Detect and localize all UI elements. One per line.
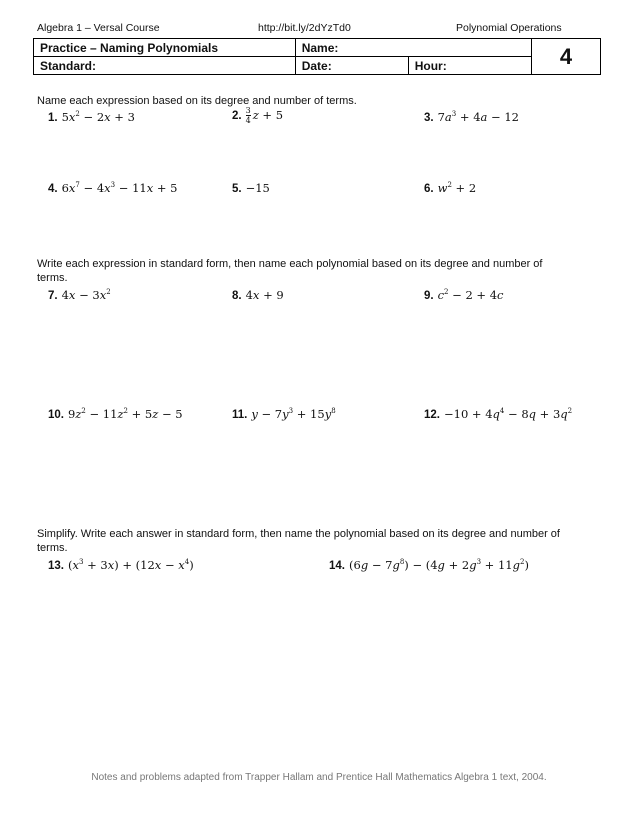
section2-instruction-line2: terms. bbox=[37, 272, 68, 284]
hour-field: Hour: bbox=[408, 57, 531, 75]
problem-13: 13. $(x^3 + 3x) + (12x - x^4)$ bbox=[48, 558, 194, 572]
name-field: Name: bbox=[295, 39, 531, 57]
course-label: Algebra 1 – Versal Course bbox=[37, 22, 160, 34]
footer-note: Notes and problems adapted from Trapper Hallam and Prentice Hall Mathematics Algebra 1 text, 2004. bbox=[91, 772, 547, 783]
worksheet-number: 4 bbox=[532, 39, 601, 75]
problem-12: 12. $-10 + 4q^4 - 8q + 3q^2$ bbox=[424, 407, 573, 421]
problem-5: 5. −15 bbox=[232, 181, 270, 195]
problem-10: 10. $9z^2 - 11z^2 + 5z - 5$ bbox=[48, 407, 183, 421]
worksheet-title: Practice – Naming Polynomials bbox=[34, 39, 296, 57]
problem-11: 11. $y - 7y^3 + 15y^8$ bbox=[232, 407, 336, 421]
problem-7: 7. $4x - 3x^2$ bbox=[48, 288, 111, 302]
problem-2: 2. $\frac{3}{4}$ z + 5 bbox=[232, 106, 284, 125]
problem-14: 14. $(6g - 7g^8) - (4g + 2g^3 + 11g^2)$ bbox=[329, 558, 529, 572]
problem-1: 1. $5x^2 - 2x + 3$ bbox=[48, 110, 135, 124]
problem-9: 9. $c^2 - 2 + 4c$ bbox=[424, 288, 504, 302]
section2-instruction-line1: Write each expression in standard form, then name each polynomial based on its degree and number of bbox=[37, 258, 543, 270]
problem-4: 4. $6x^7 - 4x^3 - 11x + 5$ bbox=[48, 181, 178, 195]
date-field: Date: bbox=[295, 57, 408, 75]
problem-6: 6. $w^2 + 2$ bbox=[424, 181, 477, 195]
problem-3: 3. $7a^3 + 4a - 12$ bbox=[424, 110, 519, 124]
topic-label: Polynomial Operations bbox=[456, 22, 562, 34]
standard-field: Standard: bbox=[34, 57, 296, 75]
problem-8: 8. 4x + 9 bbox=[232, 288, 284, 302]
section3-instruction-line2: terms. bbox=[37, 542, 68, 554]
url-label: http://bit.ly/2dYzTd0 bbox=[258, 22, 351, 34]
title-box bbox=[33, 38, 601, 75]
section3-instruction-line1: Simplify. Write each answer in standard form, then name the polynomial based on its degree and number of bbox=[37, 528, 560, 540]
section1-instruction: Name each expression based on its degree and number of terms. bbox=[37, 95, 357, 107]
